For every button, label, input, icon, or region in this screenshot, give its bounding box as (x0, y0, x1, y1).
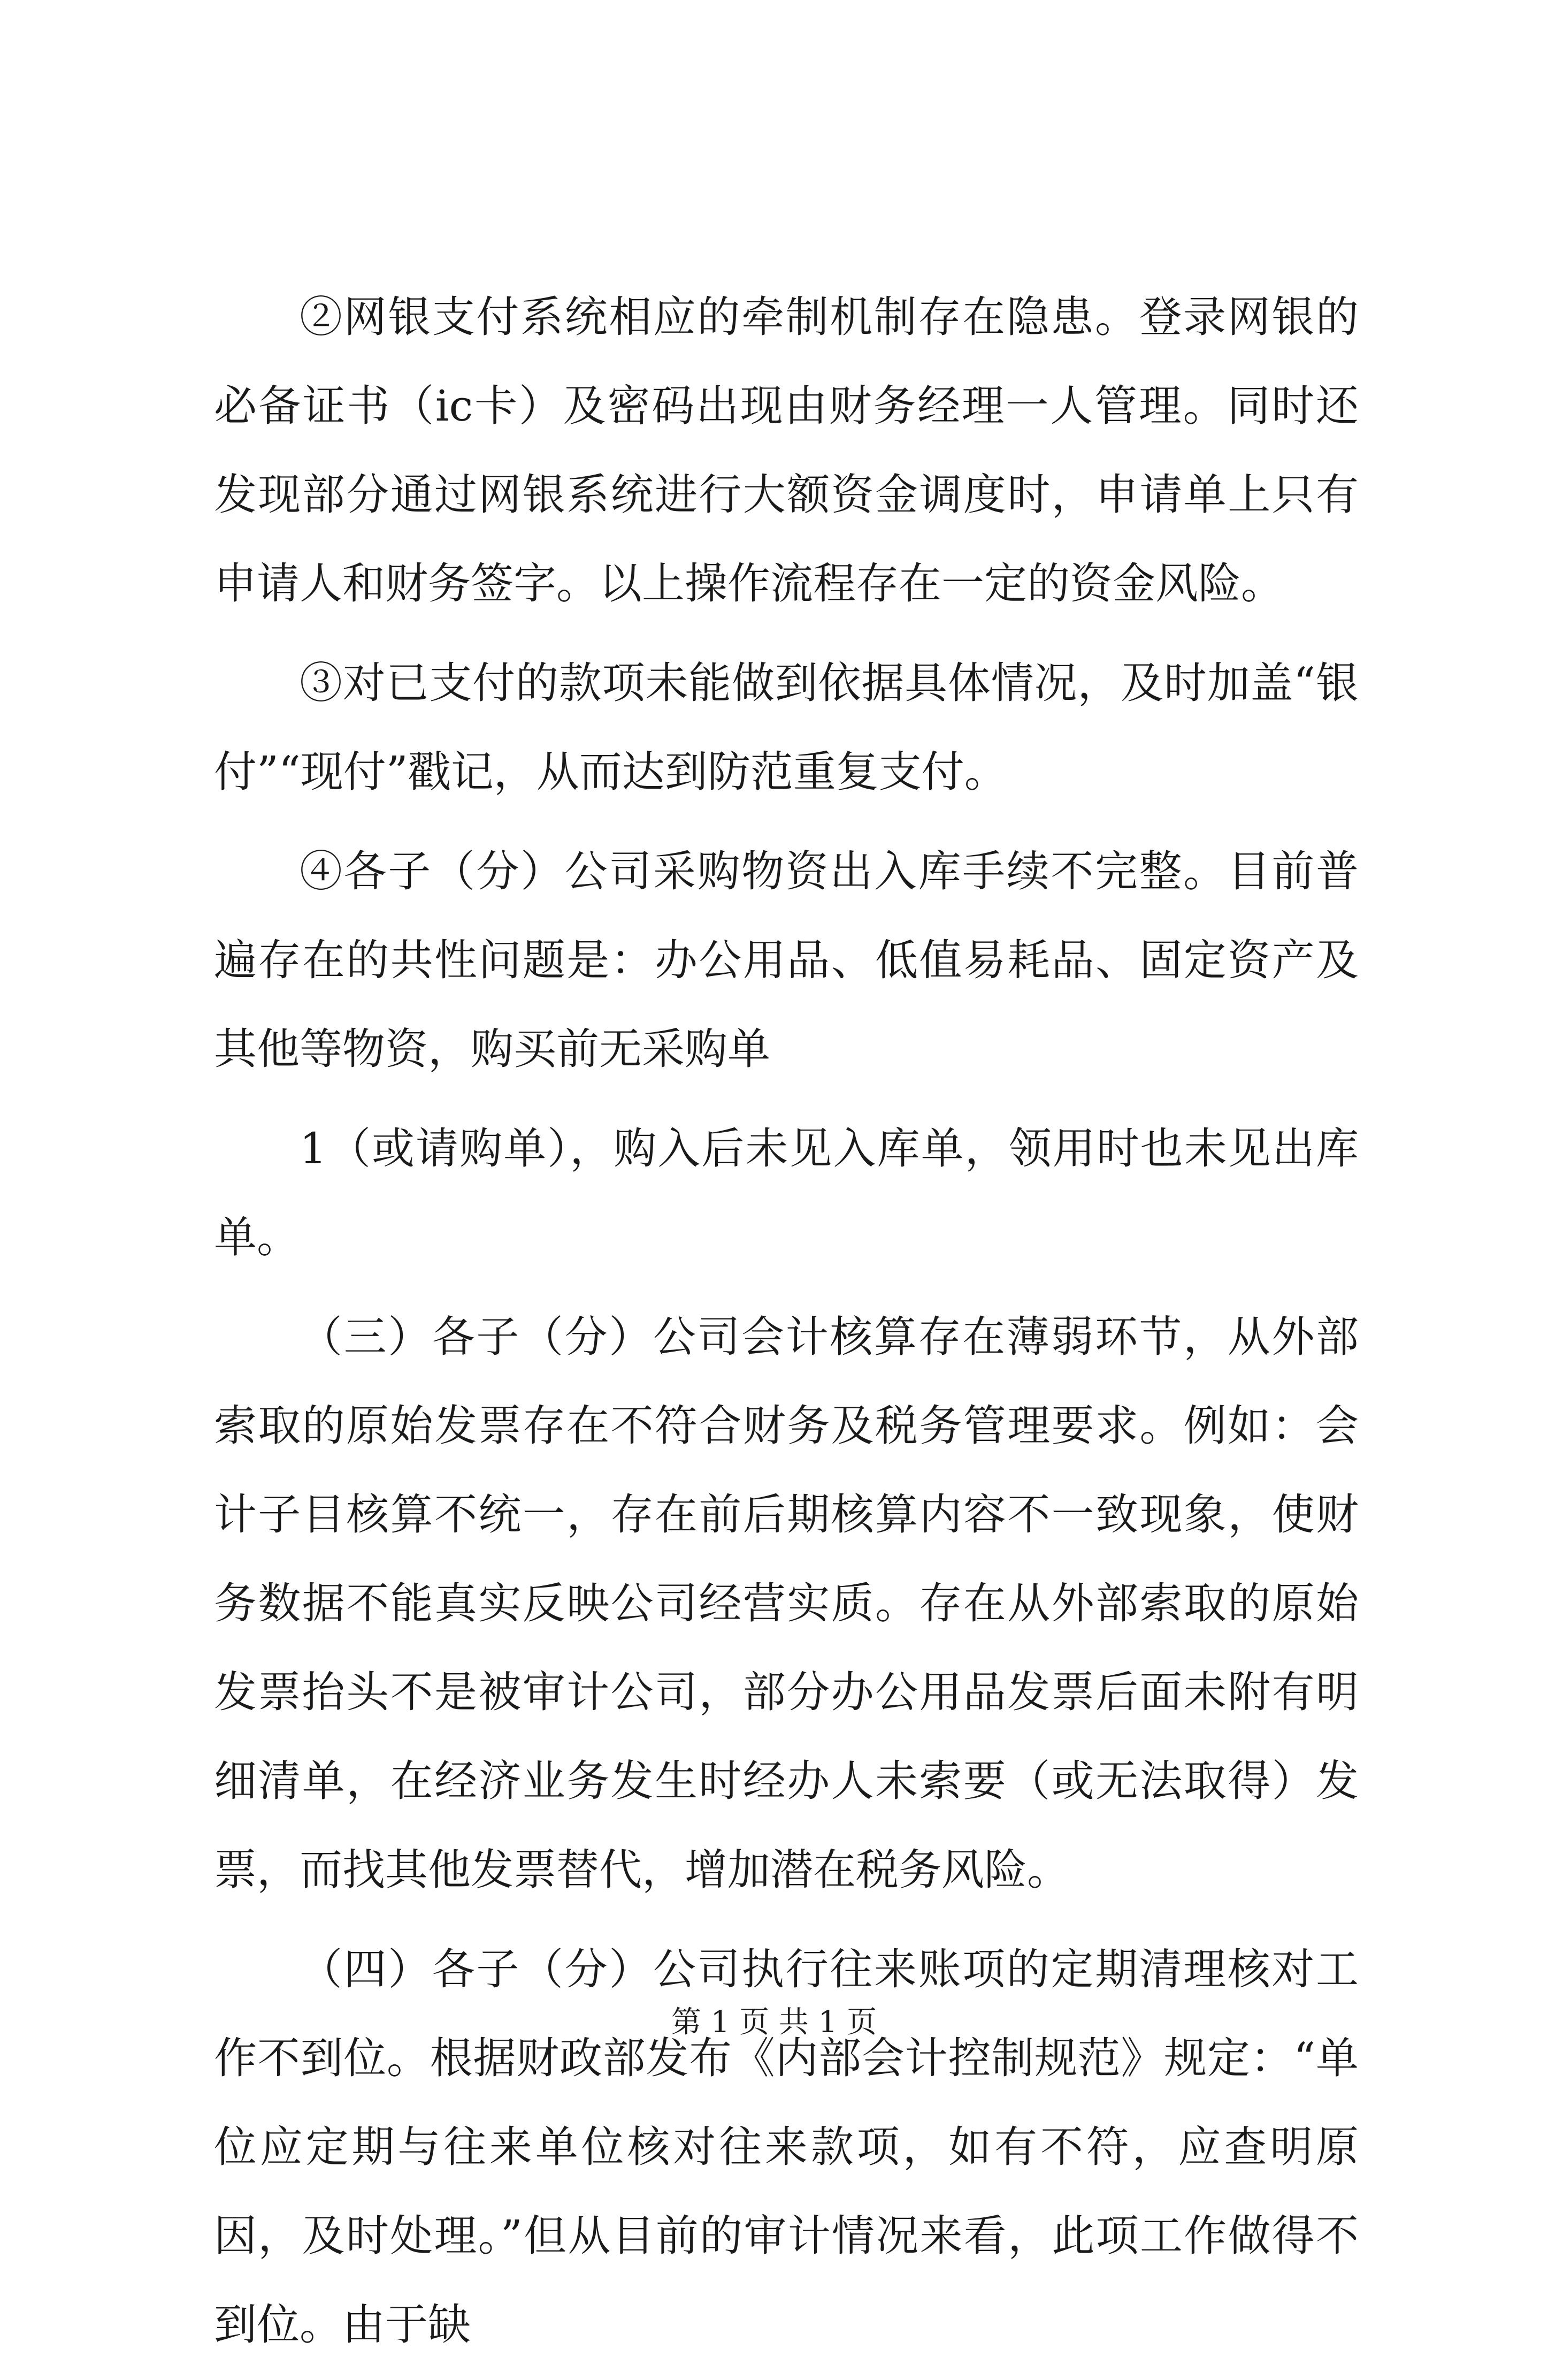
page-footer: 第 1 页 共 1 页 (671, 2005, 877, 2040)
paragraph-4: 1（或请购单），购入后未见入库单，领用时也未见出库单。 (214, 1124, 1359, 1262)
document-body (214, 273, 1359, 2380)
paragraph-6: （四）各子（分）公司执行往来账项的定期清理核对工作不到位。根据财政部发布《内部会计控制规范》规定：“单位应定期与往来单位核对往来款项，如有不符，应查明原因，及时处理。”但从目前的审计情况来看，此项工作做得不到位。由于缺 (214, 1944, 1359, 2350)
paragraph-5: （三）各子（分）公司会计核算存在薄弱环节，从外部索取的原始发票存在不符合财务及税务管理要求。例如：会计子目核算不统一，存在前后期核算内容不一致现象，使财务数据不能真实反映公司经营实质。存在从外部索取的原始发票抬头不是被审计公司，部分办公用品发票后面未附有明细清单，在经济业务发生时经办人未索要（或无法取得）发票，而找其他发票替代，增加潜在税务风险。 (214, 1312, 1359, 1895)
paragraph-1: ②网银支付系统相应的牵制机制存在隐患。登录网银的必备证书（ic卡）及密码出现由财务经理一人管理。同时还发现部分通过网银系统进行大额资金调度时，申请单上只有申请人和财务签字。以上操作流程存在一定的资金风险。 (214, 292, 1359, 608)
paragraph-2: ③对已支付的款项未能做到依据具体情况，及时加盖“银付”“现付”戳记，从而达到防范重复支付。 (214, 658, 1359, 797)
paragraph-3: ④各子（分）公司采购物资出入库手续不完整。目前普遍存在的共性问题是：办公用品、低值易耗品、固定资产及其他等物资，购买前无采购单 (214, 846, 1359, 1074)
